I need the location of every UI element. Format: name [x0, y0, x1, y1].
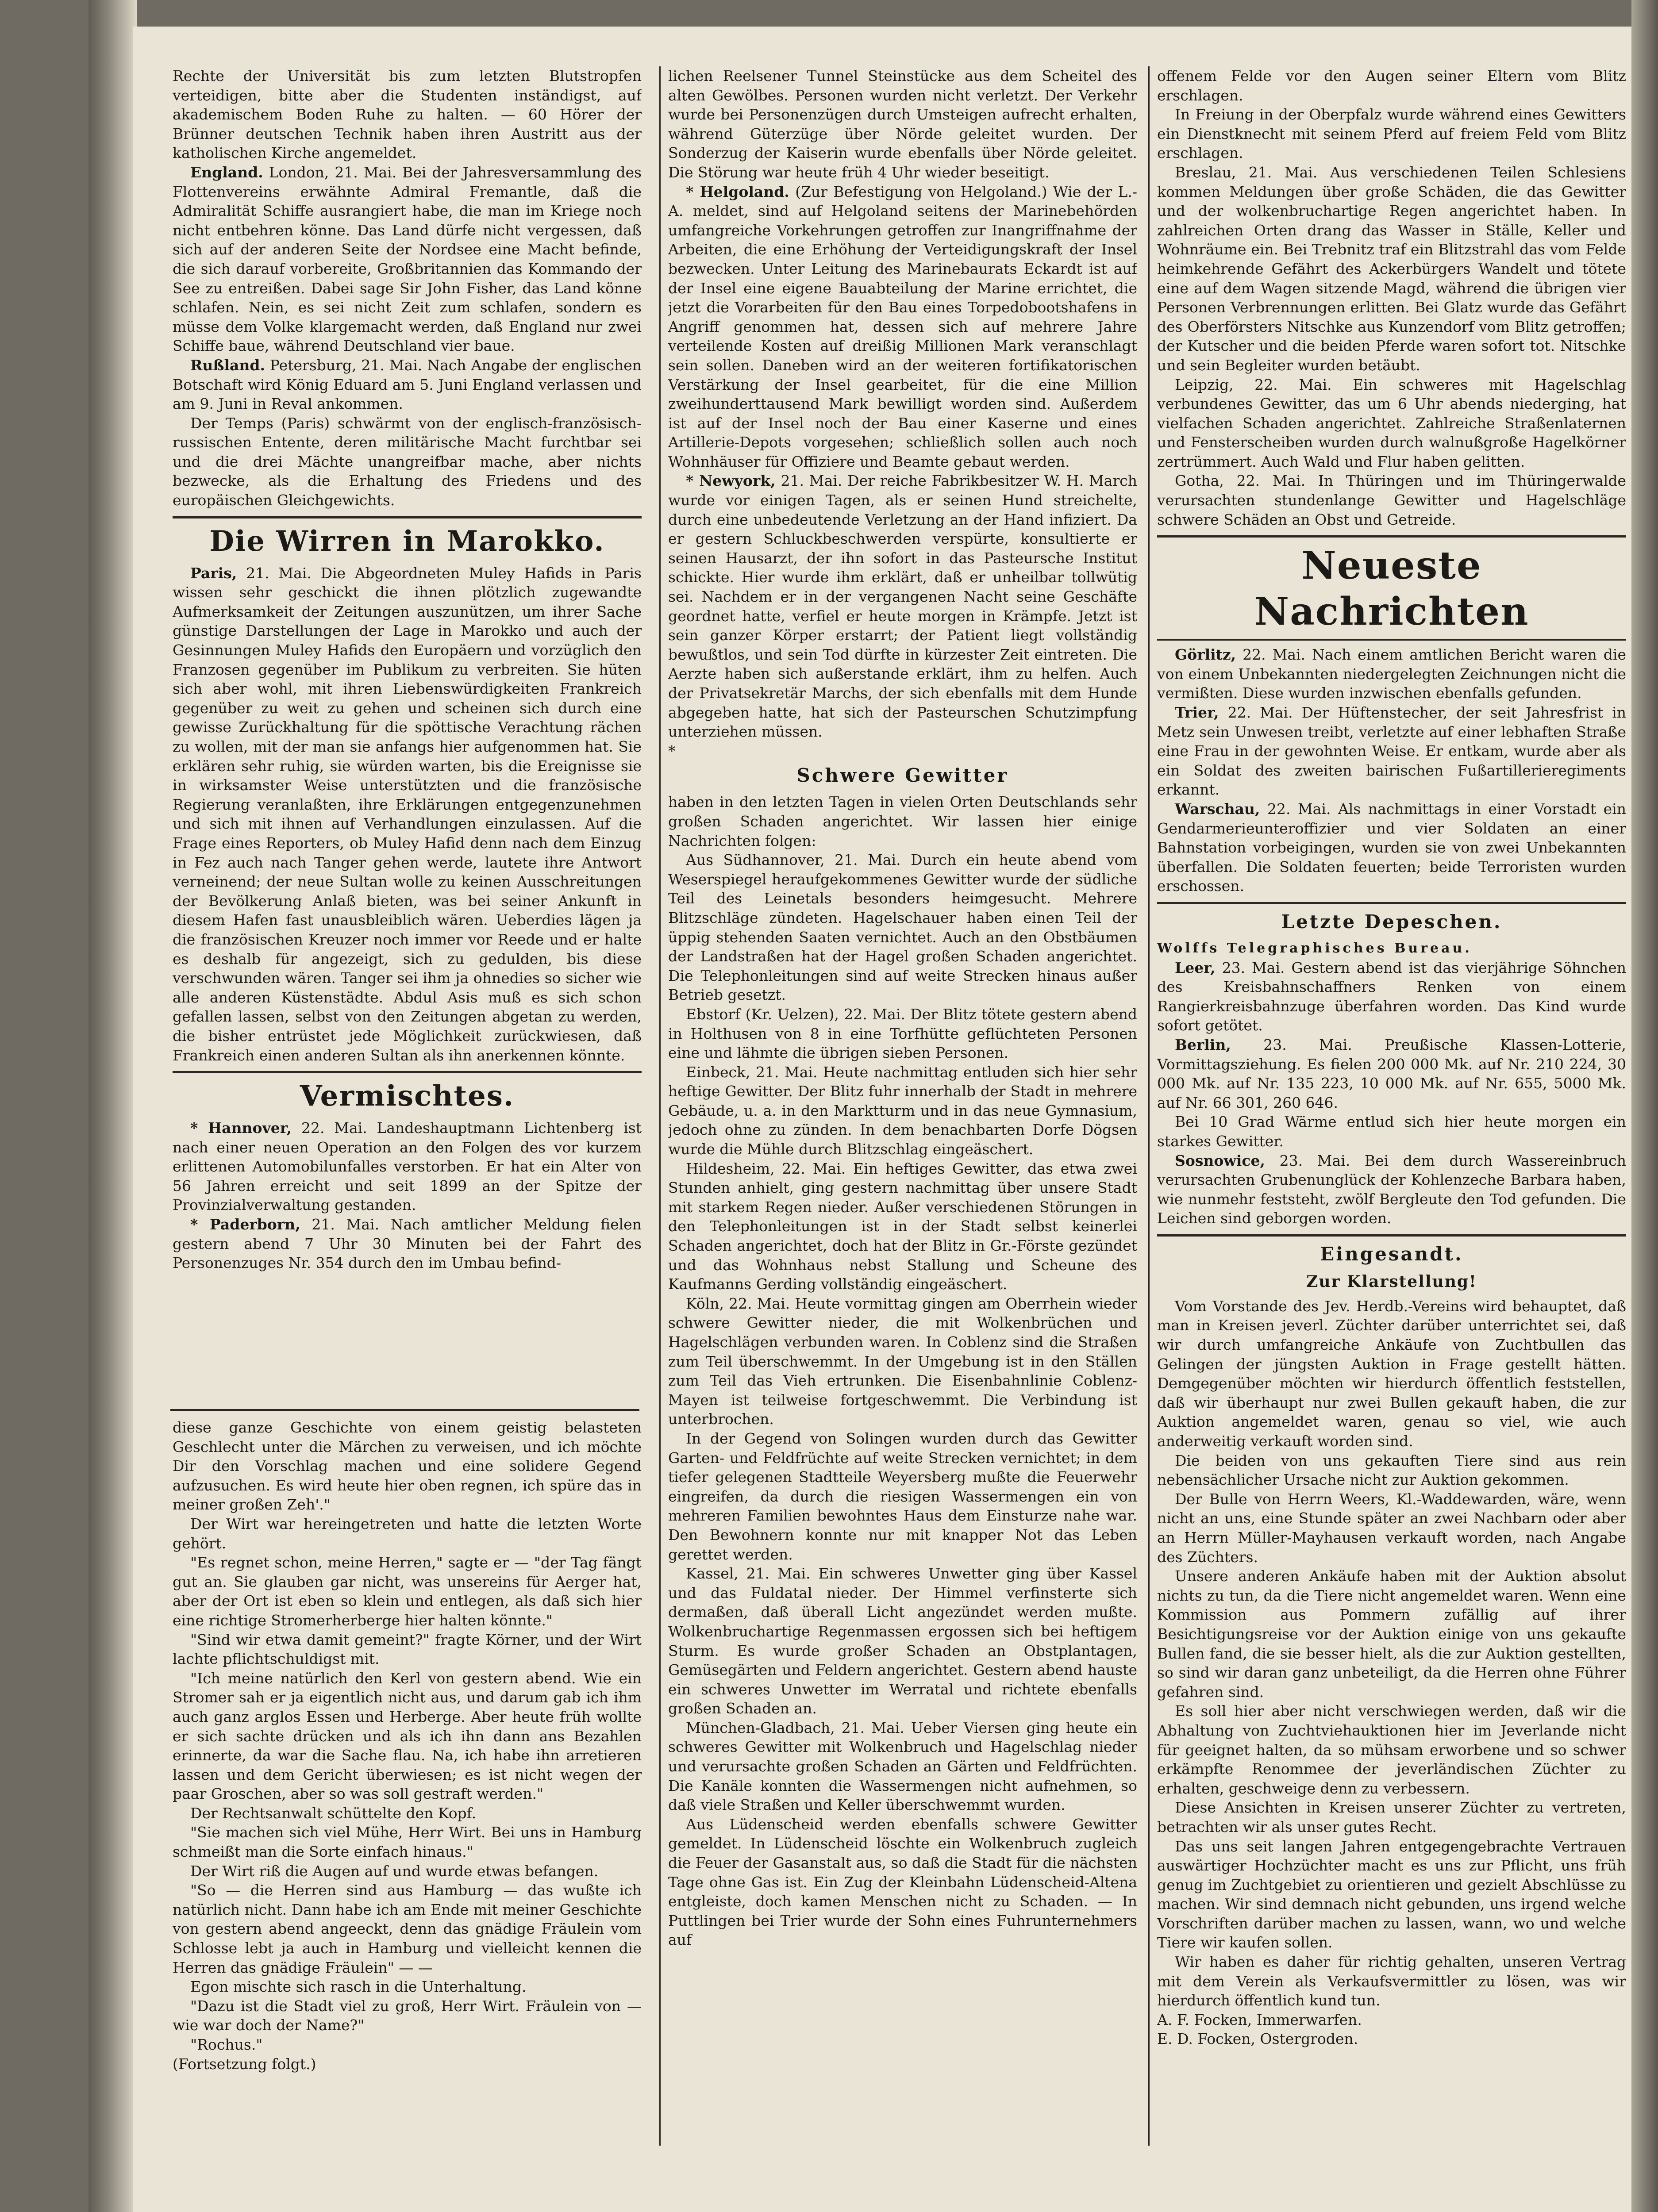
report-suedhannover: Aus Südhannover, 21. Mai. Durch ein heute abend vom Weserspiegel heraufgekommenes Gewitter wurde der südliche Teil des Leinetals besonders heimgesucht. Mehrere Blitzschläge zündeten. Hagelschauer haben einen Teil der üppig stehenden Saaten vernichtet. Auch an den Obstbäumen der Landstraßen hat der Hagel großen Schaden angerichtet. Die Telephonleitungen sind auf weite Strecken hinaus außer Betrieb gesetzt. [668, 851, 1137, 1004]
story-text: Der Wirt riß die Augen auf und wurde etwas befangen. [190, 1862, 599, 1880]
article-marokko [173, 564, 642, 1065]
article-text: Rechte der Universität bis zum letzten Blutstropfen verteidigen, bitte aber die Studenten inständigst, auf akademischem Boden Ruhe zu halten. — 60 Hörer der Brünner deutschen Technik haben ihren Austritt aus der katholischen Kirche angemeldet. [173, 67, 642, 162]
article-text: 21. Mai. Die Abgeordneten Muley Hafids in Paris wissen sehr geschickt die ihnen plötzlich zugewandte Aufmerksamkeit der Zeitungen auszunützen, um ihrer Sache günstige Darstellungen der Lage in Marokko und auch der Gesinnungen Muley Hafids den Europäern und vorzüglich den Franzosen gegenüber im Publikum zu verbreiten. Sie hüten sich aber wohl, mit ihren Liebenswürdigkeiten Frankreich gegenüber zu weit zu gehen und scheinen sich durch eine gewisse Zurückhaltung für die spöttische Verachtung rächen zu wollen, mit der man sie anfangs hier aufgenommen hat. Sie erklären sehr ruhig, sie würden warten, bis die Ereignisse sie in wirksamster Weise unterstützten und die französische Regierung veranlaßten, ihre Erklärungen entgegenzunehmen und sich mit ihnen auf Verhandlungen einzulassen. Auf die Frage eines Reporters, ob Muley Hafid denn nach dem Einzug in Fez auch nach Tanger gehen werde, lautete ihre Antwort verneinend; der neue Sultan wolle zu keinen Ausschreitungen der Bevölkerung Anlaß bieten, was bei seiner Ankunft in diesem Hafen fast unausbleiblich wären. Ueberdies lägen ja die französischen Kreuzer noch immer vor Reede und er halte es deshalb für angezeigt, sich zu gedulden, bis diese verschwunden wären. Tanger sei ihm ja ohnedies so sicher wie alle anderen Küstenstädte. Abdul Asis muß es sich schon gefallen lassen, selbst von den Zeitungen abgetan zu werden, die bisher entrüstet jede Möglichkeit zurückwiesen, daß Frankreich einen anderen Sultan als ihn anerkennen könnte. [173, 564, 642, 1064]
report-gotha: Gotha, 22. Mai. In Thüringen und im Thüringerwalde verursachten stundenlange Gewitter und Hagelschläge schwere Schäden an Obst und Getreide. [1157, 472, 1626, 528]
article-text: 22. Mai. Landeshauptmann Lichtenberg ist nach einer neuen Operation an den Folgen des vor kurzem erlittenen Automobilunfalles verstorben. Er hat ein Alter von 56 Jahren erreicht und seit 1899 an der Spitze der Provinzialverwaltung gestanden. [173, 1119, 642, 1214]
report-muenchen-gladbach: München-Gladbach, 21. Mai. Ueber Viersen ging heute ein schweres Gewitter mit Wolkenbruch und Hagelschlag nieder und verursachte großen Schaden an Gärten und Feldfrüchten. Die Kanäle konnten die Wassermengen nicht aufnehmen, so daß viele Straßen und Keller überschwemmt wurden. [668, 1719, 1137, 1814]
column-1-feuilleton [173, 1418, 642, 2117]
section-rule [173, 516, 642, 518]
article-paderborn [173, 1215, 642, 1273]
dateline: Sosnowice, [1175, 1152, 1265, 1169]
story-text: Egon mischte sich rasch in die Unterhaltung. [190, 1978, 527, 1996]
article-hannover [173, 1118, 642, 1215]
article-temps: Der Temps (Paris) schwärmt von der englisch-französisch-russischen Entente, deren militärische Macht furchtbar sei und die drei Mächte unangreifbar mache, aber nichts bezwecke, als die Erhaltung des Friedens und des europäischen Gleichgewichts. [173, 414, 642, 509]
story-text: diese ganze Geschichte von einem geistig belasteten Geschlecht unter die Märchen zu verweisen, und ich möchte Dir den Vorschlag machen und eine solidere Gegend aufzusuchen. Es wird heute hier oben regnen, ich spüre das in meiner großen Zeh'." [173, 1419, 642, 1513]
column-1-top [173, 66, 642, 1402]
letter-text: Das uns seit langen Jahren entgegengebrachte Vertrauen auswärtiger Hochzüchter macht es uns zur Pflicht, uns früh genug im Zuchtgebiet zu orientieren und gezielt Abschlüsse zu machen. Wir sind demnach nicht gebunden, uns irgend welche Vorschriften darüber machen zu lassen, wann, wo und welche Tiere wir kaufen sollen. [1157, 1837, 1626, 1951]
article-text: 22. Mai. Der Hüftenstecher, der seit Jahresfrist in Metz sein Unwesen treibt, verletzte auf einer lebhaften Straße eine Frau in der gewohnten Weise. Er entkam, wurde aber als ein Soldat des zweiten bairischen Fußartillerieregiments erkannt. [1157, 704, 1626, 799]
story-text: "Es regnet schon, meine Herren," sagte er — "der Tag fängt gut an. Sie glauben gar nicht, was unsereins für Aerger hat, aber der Ort ist eben so klein und entlegen, als daß sich hier eine richtige Stromerherberge hier halten könnte." [173, 1554, 642, 1629]
dateline: England. [190, 163, 263, 181]
article-newyork [668, 471, 1137, 741]
subheadline-klarstellung: Zur Klarstellung! [1306, 1272, 1477, 1291]
letter-text: Es soll hier aber nicht verschwiegen werden, daß wir die Abhaltung von Zuchtviehauktionen hier im Jeverlande nicht für geeignet halten, da so mühsam erworbene und so schwer erkämpfte Renommee der jeverländischen Züchter zu erhalten, geschweige denn zu verbessern. [1157, 1702, 1626, 1797]
report-ebstorf: Ebstorf (Kr. Uelzen), 22. Mai. Der Blitz tötete gestern abend in Holthusen von 8 in eine Torfhütte geflüchteten Personen eine und lähmte die übrigen sieben Personen. [668, 1005, 1137, 1062]
news-berlin [1157, 1035, 1626, 1112]
article-text: lichen Reelsener Tunnel Steinstücke aus dem Scheitel des alten Gewölbes. Personen wurden nicht verletzt. Der Verkehr wurde bei Personenzügen durch Umsteigen aufrecht erhalten, während Güterzüge über Nörde geleitet wurden. Der Sonderzug der Kaiserin wurde ebenfalls über Nörde geleitet. Die Störung war heute früh 4 Uhr wieder beseitigt. [668, 67, 1137, 181]
page-edge [1631, 0, 1658, 2212]
story-text: "So — die Herren sind aus Hamburg — das wußte ich natürlich nicht. Dann habe ich am Ende mit meiner Geschichte von gestern abend angeeckt, denn das gnädige Fräulein vom Schlosse lebt ja auch in Hamburg und vielleicht kennen die Herren das gnädige Fräulein" — — [173, 1882, 642, 1976]
news-warschau [1157, 799, 1626, 896]
report-einbeck: Einbeck, 21. Mai. Heute nachmittag entluden sich hier sehr heftige Gewitter. Der Blitz fuhr innerhalb der Stadt in mehrere Gebäude, u. a. in den Marktturm und in das neue Gymnasium, jedoch ohne zu zünden. In dem benachbarten Dorfe Dögsen wurde die Mühle durch Blitzschlag eingeäschert. [668, 1063, 1137, 1158]
dateline: Trier, [1175, 704, 1219, 722]
dateline: * Hannover, [190, 1119, 292, 1137]
report-koeln: Köln, 22. Mai. Heute vormittag gingen am Oberrhein wieder schwere Gewitter nieder, die mit Wolkenbrüchen und Hagelschlägen verbunden waren. In Coblenz sind die Straßen zum Teil überschwemmt. In der Umgebung ist in den Ställen zum Teil das Vieh ertrunken. Die Eisenbahnlinie Coblenz-Mayen ist teilweise fortgeschwemmt. Die Verbindung ist unterbrochen. [668, 1294, 1137, 1428]
article-text: 21. Mai. Nach amtlicher Meldung fielen gestern abend 7 Uhr 30 Minuten bei der Fahrt des Personenzuges Nr. 354 durch den im Umbau befind- [173, 1216, 642, 1272]
dateline: Görlitz, [1175, 646, 1236, 664]
article-text: 23. Mai. Bei dem durch Wassereinbruch verursachten Grubenunglück der Kohlenzeche Barbara haben, wie nunmehr feststeht, zwölf Bergleute den Tod gefunden. Die Leichen sind geborgen worden. [1157, 1152, 1626, 1227]
article-text: 21. Mai. Der reiche Fabrikbesitzer W. H. March wurde vor einigen Tagen, als er seinen Hund streichelte, durch eine unbedeutende Verletzung an der Hand infiziert. Da er gestern Schluckbeschwerden verspürte, konsultierte er seinen Hausarzt, der ihn sofort in das Pasteursche Institut schickte. Hier wurde ihm erklärt, daß er unheilbar tollwütig sei. Nachdem er in der vergangenen Nacht seine Geschäfte geordnet hatte, verfiel er heute morgen in Krämpfe. Jetzt ist sein ganzer Körper erstarrt; der Patient liegt vollständig bewußtlos, und sein Tod dürfte in kürzester Zeit eintreten. Die Aerzte haben sich außerstande erklärt, ihm zu helfen. Auch der Privatsekretär Marchs, der sich ebenfalls mit dem Hunde abgegeben hatte, hat sich der Pasteurschen Schutzimpfung unterziehen müssen. [668, 472, 1137, 741]
letter-text: Wir haben es daher für richtig gehalten, unseren Vertrag mit dem Verein als Verkaufsvermittler zu lösen, was wir hierdurch öffentlich kund tun. [1157, 1953, 1626, 2009]
headline-neueste-nachrichten: Neueste Nachrichten [1254, 543, 1529, 634]
section-rule [1157, 1234, 1626, 1237]
dateline: Paris, [190, 564, 237, 582]
article-text: Petersburg, 21. Mai. Nach Angabe der englischen Botschaft wird König Eduard am 5. Juni England verlassen und am 9. Juni in Reval ankommen. [173, 356, 642, 413]
story-text: Der Rechtsanwalt schüttelte den Kopf. [190, 1804, 477, 1822]
story-text: "Rochus." [190, 2036, 263, 2053]
news-leer [1157, 958, 1626, 1035]
story-text: "Dazu ist die Stadt viel zu groß, Herr Wirt. Fräulein von — wie war doch der Name?" [173, 1997, 642, 2034]
news-goerlitz [1157, 645, 1626, 703]
dateline: Warschau, [1175, 800, 1260, 818]
dateline: Rußland. [190, 356, 265, 374]
column-divider [659, 66, 661, 2146]
column-3 [1157, 66, 1626, 2146]
column-divider [1148, 66, 1150, 2146]
agency-line: Wolffs Telegraphisches Bureau. [1157, 940, 1472, 956]
article-text: offenem Felde vor den Augen seiner Eltern vom Blitz erschlagen. [1157, 67, 1626, 104]
headline-marokko: Die Wirren in Marokko. [209, 524, 605, 558]
news-trier [1157, 703, 1626, 799]
story-text: Der Wirt war hereingetreten und hatte die letzten Worte gehört. [173, 1515, 642, 1552]
dateline: * Paderborn, [190, 1216, 300, 1233]
section-rule [1157, 902, 1626, 904]
story-text: "Sind wir etwa damit gemeint?" fragte Körner, und der Wirt lachte pflichtschuldigst mit. [173, 1631, 642, 1668]
section-rule [173, 1071, 642, 1073]
article-text: 23. Mai. Gestern abend ist das vierjährige Söhnchen des Kreisbahnschaffners Renken von einem Rangierkreisbahnzuge überfahren worden. Das Kind wurde sofort getötet. [1157, 959, 1626, 1034]
story-text: "Ich meine natürlich den Kerl von gestern abend. Wie ein Stromer sah er ja eigentlich nicht aus, und darum gab ich ihm auch ganz arglos Essen und Herberge. Aber heute früh wollte er sich sachte drücken und als ich ihn dann ans Bezahlen erinnerte, da war die Sache flau. Na, ich habe ihn arretieren lassen und dem Gericht überwiesen; es ist nicht wegen der paar Groschen, aber so was soll gestraft werden." [173, 1669, 642, 1803]
feuilleton-divider [170, 1409, 639, 1411]
report-kassel: Kassel, 21. Mai. Ein schweres Unwetter ging über Kassel und das Fuldatal nieder. Der Himmel verfinsterte sich dermaßen, daß überall Licht angezündet werden mußte. Wolkenbruchartige Regenmassen ergossen sich bei heftigem Sturm. Es wurde großer Schaden an Obstplantagen, Gemüsegärten und Feldern angerichtet. Gestern abend hauste ein schweres Unwetter im Werratal und richtete ebenfalls großen Schaden an. [668, 1565, 1137, 1717]
letter-text: Diese Ansichten in Kreisen unserer Züchter zu vertreten, betrachten wir als unser gutes Recht. [1157, 1799, 1626, 1836]
section-rule [1157, 535, 1626, 538]
signature: A. F. Focken, Immerwarfen. [1157, 2011, 1362, 2028]
book-binding [88, 0, 137, 2212]
news-sosnowice [1157, 1151, 1626, 1228]
article-text: (Zur Befestigung von Helgoland.) Wie der L.-A. meldet, sind auf Helgoland seitens der Marinebehörden umfangreiche Vorkehrungen getroffen zur Inangriffnahme der Arbeiten, die eine Erhöhung der Verteidigungskraft der Insel bezwecken. Unter Leitung des Marinebaurats Eckardt ist auf der Insel eine eigene Bauabteilung der Marine errichtet, die jetzt die Vorarbeiten für den Bau eines Torpedobootshafens in Angriff genommen hat, dessen sich auf mehrere Jahre verteilende Kosten auf dreißig Millionen Mark veranschlagt sein sollen. Daneben wird an der weiteren fortifikatorischen Verstärkung der Insel gearbeitet, für die eine Million zweihunderttausend Mark bewilligt worden sind. Außerdem ist auf der Insel noch der Bau einer Kaserne und eines Artillerie-Depots vorgesehen; schließlich sollen auch noch Wohnhäuser für Offiziere und Beamte gebaut werden. [668, 183, 1137, 470]
article-england [173, 163, 642, 356]
report-freiung: In Freiung in der Oberpfalz wurde während eines Gewitters ein Dienstknecht mit seinem Pferd auf freiem Feld vom Blitz erschlagen. [1157, 106, 1626, 162]
dateline: * Newyork, [686, 472, 776, 490]
article-text: 22. Mai. Nach einem amtlichen Bericht waren die von einem Unbekannten niedergelegten Zeichnungen nicht die vermißten. Diese wurden inzwischen ebenfalls gefunden. [1157, 646, 1626, 702]
headline-letzte-depeschen: Letzte Depeschen. [1281, 910, 1502, 933]
signature: E. D. Focken, Ostergroden. [1157, 2030, 1358, 2048]
section-rule [1157, 639, 1626, 641]
letter-text: Die beiden von uns gekauften Tiere sind aus rein nebensächlicher Ursache nicht zur Auktion gekommen. [1157, 1452, 1626, 1489]
letter-text: Vom Vorstande des Jev. Herdb.-Vereins wird behauptet, daß man in Kreisen jeverl. Züchter darüber unterrichtet sei, daß wir durch umfangreiche Ankäufe von Zuchtbullen das Gelingen der jüngsten Auktion in Frage gestellt hätten. Demgegenüber möchten wir hierdurch öffentlich feststellen, daß wir überhaupt nur zwei Bullen gekauft haben, die zur Auktion angemeldet waren, genau so viel, wie auch anderweitig verkauft worden sind. [1157, 1297, 1626, 1450]
article-text: haben in den letzten Tagen in vielen Orten Deutschlands sehr großen Schaden angerichtet. Wir lassen hier einige Nachrichten folgen: [668, 793, 1137, 849]
dateline: Leer, [1175, 959, 1216, 976]
report-solingen: In der Gegend von Solingen wurden durch das Gewitter Garten- und Feldfrüchte auf weite Strecken vernichtet; in dem tiefer gelegenen Stadtteile Weyersberg mußte die Feuerwehr eingreifen, da durch die riesigen Wassermengen ein von mehreren Familien bewohntes Haus dem Einsturze nahe war. Den Bewohnern konnte nur mit knapper Not das Leben gerettet werden. [668, 1429, 1137, 1563]
article-text: 23. Mai. Preußische Klassen-Lotterie, Vormittagsziehung. Es fielen 200 000 Mk. auf Nr. 210 224, 30 000 Mk. auf Nr. 135 223, 10 000 Mk. auf Nr. 655, 5000 Mk. auf Nr. 66 301, 260 646. [1157, 1036, 1626, 1111]
article-helgoland [668, 182, 1137, 472]
headline-vermischtes: Vermischtes. [300, 1079, 515, 1113]
article-russland [173, 356, 642, 414]
dateline: * Helgoland. [686, 183, 789, 200]
separator-star: * [668, 742, 676, 760]
report-hildesheim: Hildesheim, 22. Mai. Ein heftiges Gewitter, das etwa zwei Stunden anhielt, ging gestern nachmittag über unsere Stadt mit starkem Regen nieder. Außer verschiedenen Störungen in den Telephonleitungen ist in der Stadt selbst keinerlei Schaden angerichtet, doch hat der Blitz in Gr.-Förste gezündet und das Wohnhaus nebst Stallung und Scheune des Kaufmanns Gerding vollständig eingeäschert. [668, 1160, 1137, 1293]
dateline: Berlin, [1175, 1036, 1231, 1053]
article-text: 22. Mai. Als nachmittags in einer Vorstadt ein Gendarmerieunteroffizier und vier Soldaten an einer Bahnstation vorbeigingen, wurden sie von zwei Unbekannten überfallen. Die Soldaten feuerten; beide Terroristen wurden erschossen. [1157, 800, 1626, 895]
headline-gewitter: Schwere Gewitter [796, 764, 1009, 787]
article-text: London, 21. Mai. Bei der Jahresversammlung des Flottenvereins erwähnte Admiral Fremantle, daß die Admiralität Schiffe ausrangiert habe, die man im Kriege noch nicht entbehren könne. Das Land dürfe nicht vergessen, daß sich auf der anderen Seite der Nordsee eine Macht befinde, die sich darauf vorbereite, Großbritannien das Kommando der See zu entreißen. Dabei sage Sir John Fisher, das Land könne schlafen. Nein, es sei nicht Zeit zum schlafen, sondern es müsse dem Volke klargemacht werden, daß England nur zwei Schiffe baue, während Deutschland vier baue. [173, 163, 642, 355]
letter-text: Der Bulle von Herrn Weers, Kl.-Waddewarden, wäre, wenn nicht an uns, eine Stunde später an zwei Nachbarn oder aber an Herrn Müller-Mayhausen verkauft worden, nach Angabe des Züchters. [1157, 1490, 1626, 1566]
report-leipzig: Leipzig, 22. Mai. Ein schweres mit Hagelschlag verbundenes Gewitter, das um 6 Uhr abends niederging, hat vielfachen Schaden angerichtet. Zahlreiche Straßenlaternen und Fensterscheiben wurden durch walnußgroße Hagelkörner zertrümmert. Auch Wald und Flur haben gelitten. [1157, 376, 1626, 470]
news-weather: Bei 10 Grad Wärme entlud sich hier heute morgen ein starkes Gewitter. [1157, 1113, 1626, 1150]
story-text: "Sie machen sich viel Mühe, Herr Wirt. Bei uns in Hamburg schmeißt man die Sorte einfach hinaus." [173, 1824, 642, 1861]
report-breslau: Breslau, 21. Mai. Aus verschiedenen Teilen Schlesiens kommen Meldungen über große Schäden, die das Gewitter und der wolkenbruchartige Regen angerichtet haben. In zahlreichen Orten drang das Wasser in Ställe, Keller und Wohnräume ein. Bei Trebnitz traf ein Blitzstrahl das vom Felde heimkehrende Gefährt des Ackerbürgers Wandelt und tötete eine auf dem Wagen sitzende Magd, während die übrigen vier Personen Verbrennungen erlitten. Bei Glatz wurde das Gefährt des Oberförsters Nitschke aus Kunzendorf vom Blitz getroffen; der Kutscher und die beiden Pferde waren sofort tot. Nitschke und sein Begleiter wurden betäubt. [1157, 163, 1626, 374]
headline-eingesandt: Eingesandt. [1320, 1243, 1463, 1265]
column-2 [668, 66, 1137, 2146]
continuation-note: (Fortsetzung folgt.) [173, 2055, 316, 2073]
letter-text: Unsere anderen Ankäufe haben mit der Auktion absolut nichts zu tun, da die Tiere nicht angemeldet waren. Wenn eine Kommission aus Pommern zufällig auf ihrer Besichtigungsreise vor der Auktion einige von uns gekaufte Bullen fand, die sie besser hielt, als die zur Auktion gestellten, so sind wir daran ganz unbeteiligt, da die Herren ohne Führer gefahren sind. [1157, 1567, 1626, 1701]
report-luedenscheid: Aus Lüdenscheid werden ebenfalls schwere Gewitter gemeldet. In Lüdenscheid löschte ein Wolkenbruch zugleich die Feuer der Gasanstalt aus, so daß die Stadt für die nächsten Tage ohne Gas ist. Ein Zug der Kleinbahn Lüdenscheid-Altena entgleiste, doch kamen Menschen nicht zu Schaden. — In Puttlingen bei Trier wurde der Sohn eines Fuhrunternehmers auf [668, 1815, 1137, 1949]
